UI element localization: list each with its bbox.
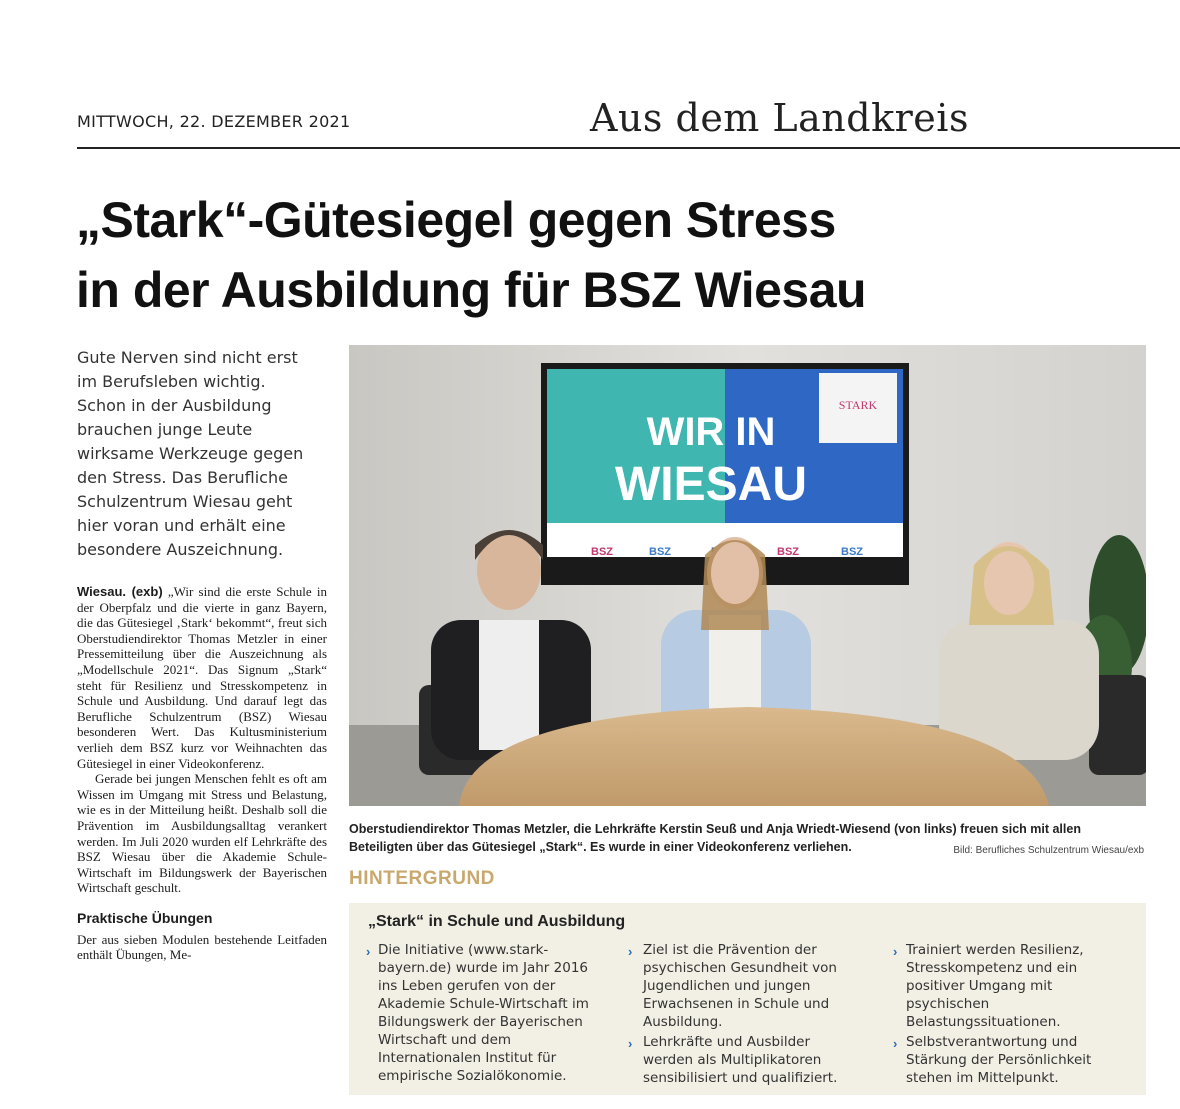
subheading: Praktische Übungen [77,909,213,926]
issue-date: MITTWOCH, 22. DEZEMBER 2021 [77,112,351,131]
photo-credit: Bild: Berufliches Schulzentrum Wiesau/exb [953,845,1144,856]
background-col-3a [906,941,1136,1031]
tv-text-line-1: WIR IN [646,410,776,454]
background-col-2b [643,1033,863,1087]
paragraph-2: Gerade bei jungen Menschen fehlt es oft am Wissen im Umgang mit Stress und Belastung, wie es in der Mitteilung heißt. Deshalb soll die Prävention im Ausbildungsalltag verankert werden. Im Juli 2020 wurden elf Lehrkräfte des BSZ Wiesau über die Akademie Schule-Wirtschaft im Bildungswerk der Bayerischen Wirtschaft geschult. [77,771,327,896]
article-headline [76,185,1176,325]
paragraph-1-text: „Wir sind die erste Schule in der Oberpfalz und die vierte in ganz Bayern, die das Gütesiegel ‚Stark‘ bekommt“, freut sich Oberstudiendirektor Thomas Metzler in einer Pressemitteilung über die Auszeichnung als „Modellschule 2021“. Das Signum „Stark“ steht für Resilienz und Stresskompetenz in Schule und Ausbildung. Und darauf legt das Berufliche Schulzentrum (BSZ) Wiesau besonderen Wert. Das Kultusministerium verlieh dem BSZ kurz vor Weihnachten das Gütesiegel in einer Videokonferenz. [77,584,328,771]
background-box-title: „Stark“ in Schule und Ausbildung [368,913,626,930]
bsz-logo-5: BSZ [841,546,863,558]
background-col-2a [643,941,863,1031]
bullet-item: Die Initiative (www.stark-bayern.de) wurde im Jahr 2016 ins Leben gerufen von der Akademie Schule-Wirtschaft im Bildungswerk der Bayerischen Wirtschaft und dem Internationalen Institut für empirische Sozialökonomie. [378,942,589,1084]
background-col-1 [378,941,593,1085]
stark-logo-text: STARK [838,398,878,412]
bullet-chevron-icon: › [893,1036,898,1051]
headline-line-1: „Stark“-Gütesiegel gegen Stress [76,192,836,248]
bullet-chevron-icon: › [893,944,898,959]
background-label: HINTERGRUND [349,868,495,889]
header-rule [77,147,1180,149]
bullet-chevron-icon: › [628,944,633,959]
paragraph-3: Der aus sieben Modulen bestehende Leitfaden enthält Übungen, Me- [77,931,327,963]
caption-text: Oberstudiendirektor Thomas Metzler, die Lehrkräfte Kerstin Seuß und Anja Wriedt-Wiesend (von links) freuen sich mit allen Beteiligten über das Gütesiegel „Stark“. Es wurde in einer Videokonferenz verliehen. [349,822,1081,854]
dateline: Wiesau. (exb) [77,584,163,599]
bsz-logo-4: BSZ [777,546,799,558]
bullet-chevron-icon: › [628,1036,633,1051]
background-col-3b [906,1033,1136,1087]
bullet-chevron-icon: › [366,944,371,959]
tv-text-line-2: WIESAU [615,458,807,511]
paragraph-1 [77,584,327,771]
photo-illustration [349,345,1146,806]
article-teaser: Gute Nerven sind nicht erst im Berufsleben wichtig. Schon in der Ausbildung brauchen junge Leute wirksame Werkzeuge gegen den Stress. Das Berufliche Schulzentrum Wiesau geht hier voran und erhält eine besondere Auszeichnung. [77,348,304,559]
article-photo [349,345,1146,806]
bullet-item: Selbstverantwortung und Stärkung der Persönlichkeit stehen im Mittelpunkt. [906,1034,1092,1086]
headline-line-2: in der Ausbildung für BSZ Wiesau [76,262,867,318]
bullet-item: Ziel ist die Prävention der psychischen Gesundheit von Jugendlichen und jungen Erwachsenen in Schule und Ausbildung. [643,942,837,1030]
section-title: Aus dem Landkreis [590,96,969,140]
photo-caption [349,820,1146,856]
bullet-item: Lehrkräfte und Ausbilder werden als Multiplikatoren sensibilisiert und qualifiziert. [643,1034,838,1086]
article-body [77,584,327,963]
bullet-item: Trainiert werden Resilienz, Stresskompetenz und ein positiver Umgang mit psychischen Belastungssituationen. [906,942,1084,1030]
bsz-logo-2: BSZ [649,546,671,558]
bsz-logo-1: BSZ [591,546,613,558]
